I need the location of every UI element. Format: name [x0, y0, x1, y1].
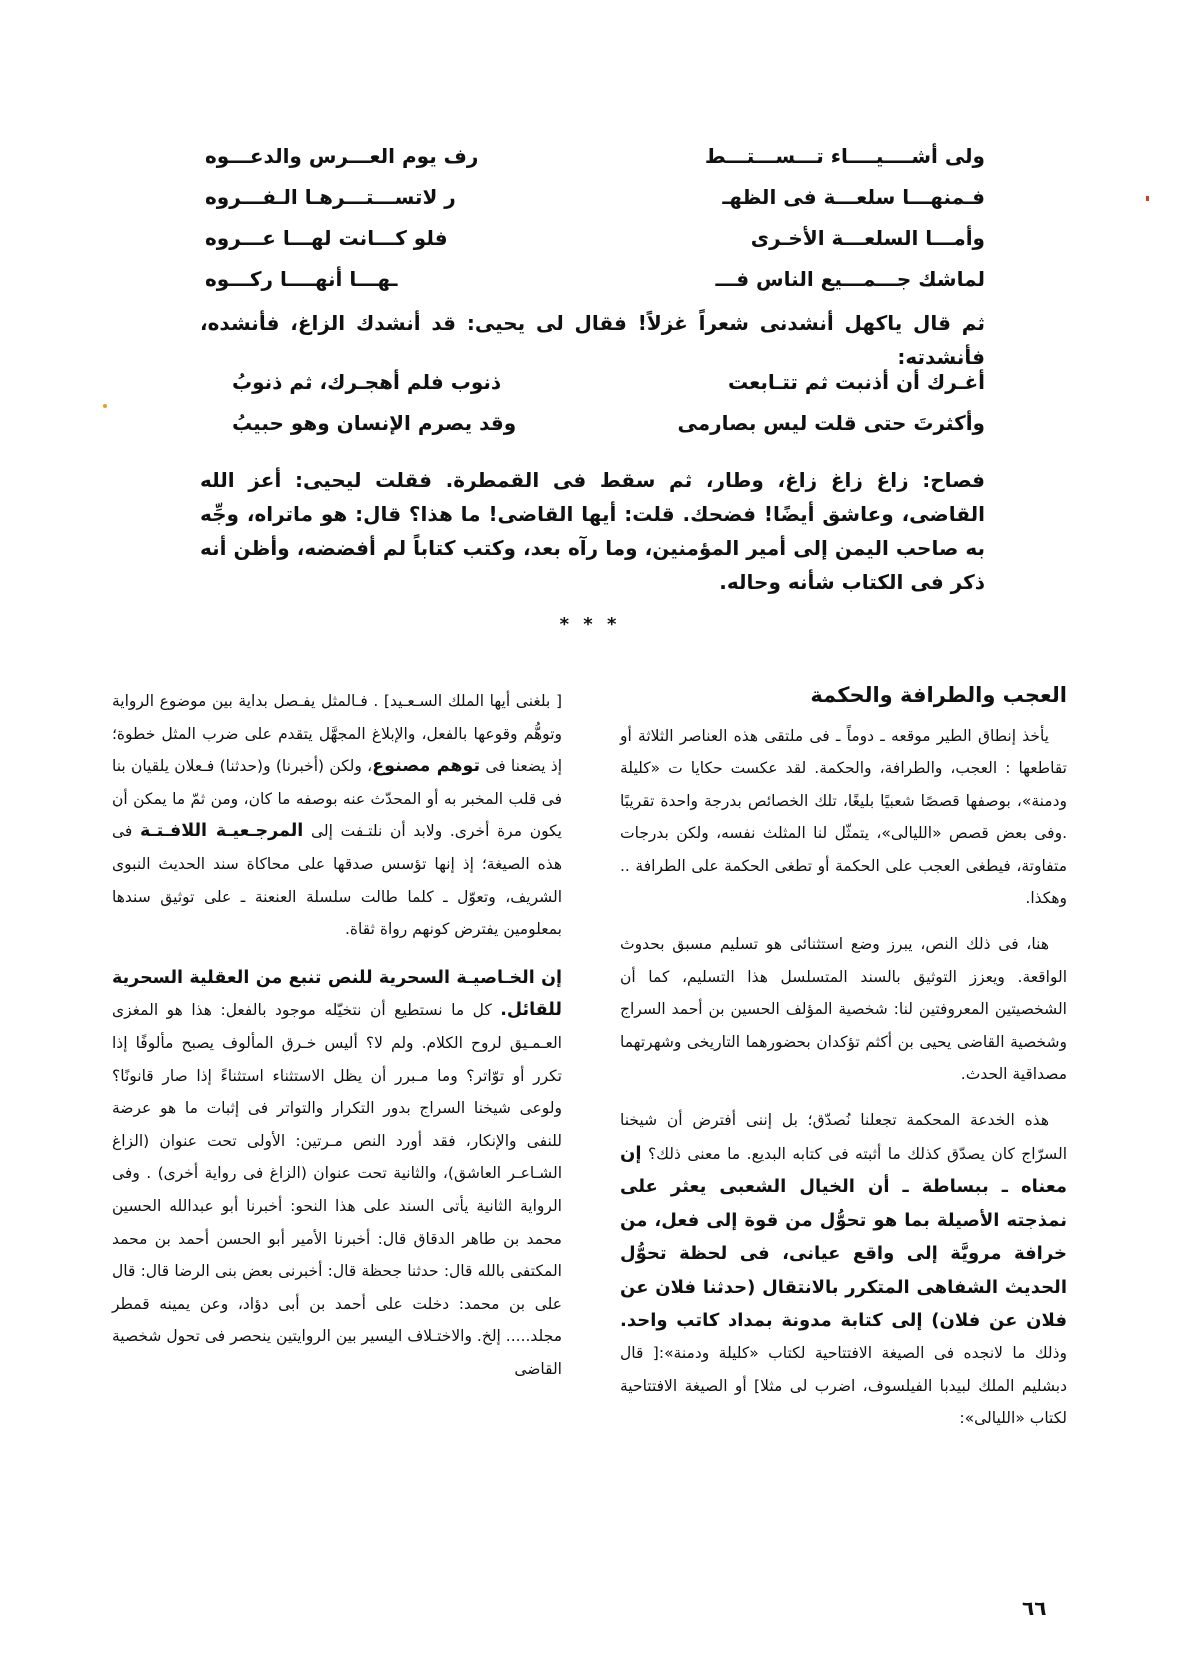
section-heading: العجب والطرافة والحكمة: [810, 683, 1067, 707]
left-column: [112, 685, 562, 1401]
right-column: [620, 720, 1067, 1449]
verse-second-hemistich: فلو كـــانت لهـــا عـــروه: [205, 226, 448, 250]
poem-second: [232, 362, 985, 444]
verse-second-hemistich: رف يوم العـــرس والدعـــوه: [205, 144, 479, 168]
section-separator: * * *: [559, 614, 621, 635]
body-paragraph: [112, 685, 562, 946]
emphasized-text: إن معناه ـ ببساطة ـ أن الخيال الشعبى يعثر على نمذجته الأصيلة بما هو تحوُّل من قوة إلى فعل، من خرافة مرويَّة إلى واقع عيانى، فى لحظة تحوُّل الحديث الشفاهى المتكرر بالانتقال (حدثنا فلان عن فلان عن فلان) إلى كتابة مدونة بمداد كاتب واحد.: [620, 1142, 1067, 1331]
verse-line: [205, 136, 985, 177]
verse-first-hemistich: أغـرك أن أذنبت ثم تتـابعت: [727, 370, 985, 394]
paragraph-text: ، ولكن (أخبرنا) و(حدثنا) فـعلان يلقيان بنا فى قلب المخبر به أو المحدّث عنه بوصفه ما كان، ومن ثمّ ما يمكن أن يكون مرة أخرى. ولابد أن نلتـفت إلى: [112, 757, 562, 841]
verse-line: [205, 259, 985, 300]
verse-second-hemistich: ذنوب فلم أهجـرك، ثم ذنوبُ: [232, 370, 502, 394]
verse-first-hemistich: لماشك جـــمـــيع الناس فـــ: [715, 267, 985, 291]
intro-line: ثم قال ياكهل أنشدنى شعراً غزلاً! فقال لى يحيى: قد أنشدك الزاغ، فأنشده، فأنشدته:: [200, 311, 985, 369]
verse-first-hemistich: وأكثرتَ حتى قلت ليس بصارمى: [677, 411, 985, 435]
emphasized-text: إن الخـاصيـة السحرية للنص تنبع من العقلية السحرية للقائل.: [112, 967, 562, 1021]
page-number: ٦٦: [1022, 1596, 1047, 1620]
emphasized-text: المرجـعيـة اللافـتـة: [140, 821, 304, 842]
paragraph-text: هذه الخدعة المحكمة تجعلنا نُصدّق؛ بل إننى أفترض أن شيخنا السرّاج كان يصدّق كذلك ما أثبته فى كتابه البديع. ما معنى ذلك؟: [620, 1111, 1067, 1163]
poem-first: [205, 136, 985, 300]
verse-line: [232, 362, 985, 403]
body-paragraph: [112, 962, 562, 1386]
verse-line: [232, 403, 985, 444]
verse-first-hemistich: فـمنهـــا سلعـــة فى الظهـ: [722, 185, 985, 209]
verse-second-hemistich: ر لاتســـتـــرهـا الـفـــروه: [205, 185, 456, 209]
paragraph-text: [ بلغنى أيها الملك السـعـيد] . فـالمثل يفـصل بداية بين موضوع الرواية وتوهُّم وقوعها بالفعل، والإبلاغ المجهَّل يتقدم على ضرب المثل خطوة؛ إذ يضعنا فى: [112, 692, 563, 776]
scan-speck: [103, 404, 107, 408]
verse-second-hemistich: وقد يصرم الإنسان وهو حبيبُ: [232, 411, 517, 435]
paragraph-text: وذلك ما لانجده فى الصيغة الافتتاحية لكتاب «كليلة ودمنة»:[ قال دبشليم الملك لبيدبا الفيلسوف، اضرب لى مثلا] أو الصيغة الافتتاحية لكتاب «الليالى»:: [620, 1344, 1067, 1428]
verse-line: [205, 177, 985, 218]
paragraph-text: كل ما نستطيع أن نتخيّله موجود بالفعل: هذا هو المغزى العـمـيق لروح الكلام. ولم لا؟ أليس خـرق المألوف يصبح مألوفًا إذا تكرر أو توّاتر؟ وما مـبرر أن يظل الاستثناء استثناءً إذا صار قانونًا؟ ولوعى شيخنا السراج بدور التكرار والتواتر فى إثبات ما هو عرضة للنفى والإنكار، فقد أورد النص مـرتين: الأولى تحت عنوان (الزاغ الشـاعـر العاشق)، والثانية تحت عنوان (الزاغ فى رواية أخرى) . وفى الرواية الثانية يأتى السند على هذا النحو: أخبرنا أبو عبدالله الحسين محمد بن طاهر الدقاق قال: أخبرنا الأمير أبو الحسن أحمد بن محمد المكتفى بالله قال: حدثنا جحظة قال: أخبرنى بعض بنى الرضا قال: قال على بن محمد: دخلت على أحمد بن أبى دؤاد، وعن يمينه قمطر مجلد..... إلخ. والاختـلاف اليسير بين الروايتين ينحصر فى تحول شخصية القاضى: [112, 1001, 562, 1378]
body-paragraph: يأخذ إنطاق الطير موقعه ـ دوماً ـ فى ملتقى هذه العناصر الثلاثة أو تقاطعها : العجب، والطرافة، والحكمة. لقد عكست حكايا ت «كليلة ودمنة»، بوصفها قصصًا شعبيًا بليغًا، تلك الخصائص بدرجة واحدة تقريبًا .وفى بعض قصص «الليالى»، يتمثّل لنا المثلث نفسه، ولكن بدرجات متفاوتة، فيطغى العجب على الحكمة أو تطغى الحكمة على الطرافة .. وهكذا.: [620, 727, 1067, 908]
verse-first-hemistich: ولى أشــــيــــاء تـــســـتـــط: [704, 144, 985, 168]
scan-speck: [1146, 196, 1149, 201]
narrative-paragraph: فصاح: زاغ زاغ زاغ، وطار، ثم سقط فى القمطرة. فقلت ليحيى: أعز الله القاضى، وعاشق أيضًا! فضحك. قلت: أيها القاضى! ما هذا؟ قال: هو ماتراه، وجِّه به صاحب اليمن إلى أمير المؤمنين، وما رآه بعد، وكتب كتاباً لم أفضضه، وأظن أنه ذكر فى الكتاب شأنه وحاله.: [200, 468, 985, 594]
verse-first-hemistich: وأمـــا السلعـــة الأخـرى: [750, 226, 985, 250]
verse-second-hemistich: ـهـــا أنهــــا ركـــوه: [205, 267, 398, 291]
body-paragraph: هنا، فى ذلك النص، يبرز وضع استثنائى هو تسليم مسبق بحدوث الواقعة. ويعزز التوثيق بالسند المتسلسل هذا التسليم، كما أن الشخصيتين المعروفتين لنا: شخصية المؤلف الحسين بن أحمد السراج وشخصية القاضى يحيى بن أكثم تؤكدان بحضورهما التاريخى وشهرتهما مصداقية الحدث.: [620, 935, 1067, 1084]
body-paragraph: [620, 1104, 1067, 1434]
paragraph-text: فى هذه الصيغة؛ إذ إنها تؤسس صدقها على محاكاة سند الحديث النبوى الشريف، وتعوّل ـ كلما طالت سلسلة العنعنة ـ على توثيق سندها بمعلومين يفترض كونهم رواة ثقاة.: [112, 822, 562, 939]
emphasized-text: توهم مصنوع: [372, 756, 481, 777]
verse-line: [205, 218, 985, 259]
